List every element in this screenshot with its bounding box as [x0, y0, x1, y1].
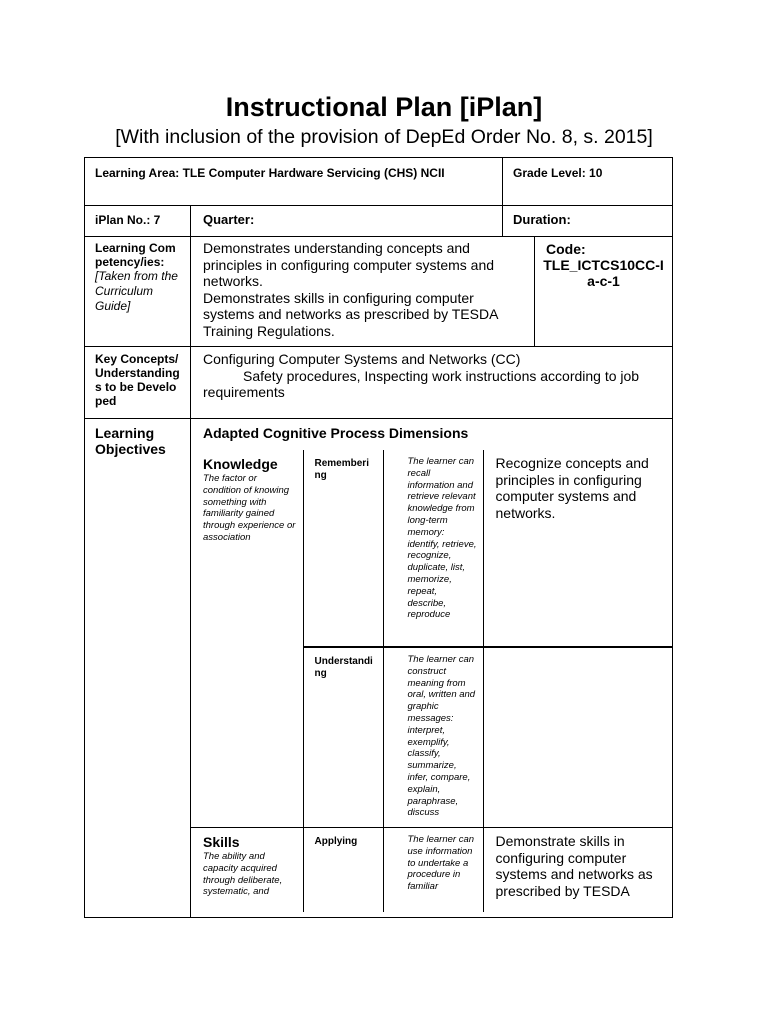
dimension-name: Remembering [314, 458, 369, 481]
knowledge-desc: The factor or condition of knowing something with familiarity gained through experience or association [203, 473, 296, 543]
iplan-no-label: iPlan No.: 7 [95, 213, 161, 227]
knowledge-title: Knowledge [203, 456, 278, 472]
dimension-name: Understanding [314, 656, 373, 679]
key-concepts-row [85, 347, 673, 419]
dimension-desc: The learner can use information to undertake a procedure in familiar [407, 834, 475, 893]
competency-text-2: Demonstrates skills in configuring computer systems and networks as prescribed by TESDA Training Regulations. [203, 289, 498, 339]
dimension-desc: The learner can construct meaning from oral, written and graphic messages: interpret, exemplify, classify, summarize, infer, compare, explain, paraphrase, discuss [407, 654, 476, 819]
grade-level-label: Grade Level: 10 [513, 166, 603, 180]
cognitive-dimensions-table [191, 450, 672, 912]
competency-row [85, 237, 673, 347]
competency-note: [Taken from the Curriculum Guide] [95, 269, 178, 313]
objectives-row [85, 419, 673, 918]
objectives-label: Learning Objectives [95, 425, 166, 457]
document-title: Instructional Plan [iPlan] [225, 92, 543, 122]
quarter-label: Quarter: [203, 212, 255, 227]
dimension-row-remembering [191, 450, 672, 647]
key-concepts-line-1: Configuring Computer Systems and Networks (CC) [203, 351, 521, 367]
dimension-objective: Demonstrate skills in configuring computer systems and networks as prescribed by TESDA [495, 833, 653, 899]
competency-text-1: Demonstrates understanding concepts and principles in configuring computer systems and networks. [203, 240, 495, 289]
dimension-name: Applying [314, 836, 358, 847]
key-concepts-label: Key Concepts/ Understandings to be Developed [95, 352, 180, 408]
iplan-table [84, 157, 673, 918]
dimension-row-applying [191, 828, 672, 913]
learning-area-label: Learning Area: TLE Computer Hardware Servicing (CHS) NCII [95, 166, 445, 180]
code-value: TLE_ICTCS10CC-Ia-c-1 [543, 257, 664, 289]
skills-desc: The ability and capacity acquired through deliberate, systematic, and [203, 851, 283, 898]
dimension-objective [484, 648, 673, 653]
learning-area-row [85, 158, 673, 206]
code-label: Code: [546, 241, 586, 257]
skills-title: Skills [203, 834, 240, 850]
document-subtitle: [With inclusion of the provision of DepEd Order No. 8, s. 2015] [115, 126, 653, 148]
competency-label: Learning Competency/ies: [95, 241, 176, 269]
cognitive-dimensions-header: Adapted Cognitive Process Dimensions [203, 425, 469, 441]
key-concepts-line-2: Safety procedures, Inspecting work instructions according to job requirements [203, 367, 640, 400]
iplan-info-row [85, 206, 673, 237]
dimension-desc: The learner can recall information and retrieve relevant knowledge from long-term memory: identify, retrieve, recognize, duplicate, list, memorize, repeat, describe, reproduce [407, 456, 477, 621]
duration-label: Duration: [513, 212, 571, 227]
dimension-objective: Recognize concepts and principles in configuring computer systems and networks. [495, 455, 649, 521]
